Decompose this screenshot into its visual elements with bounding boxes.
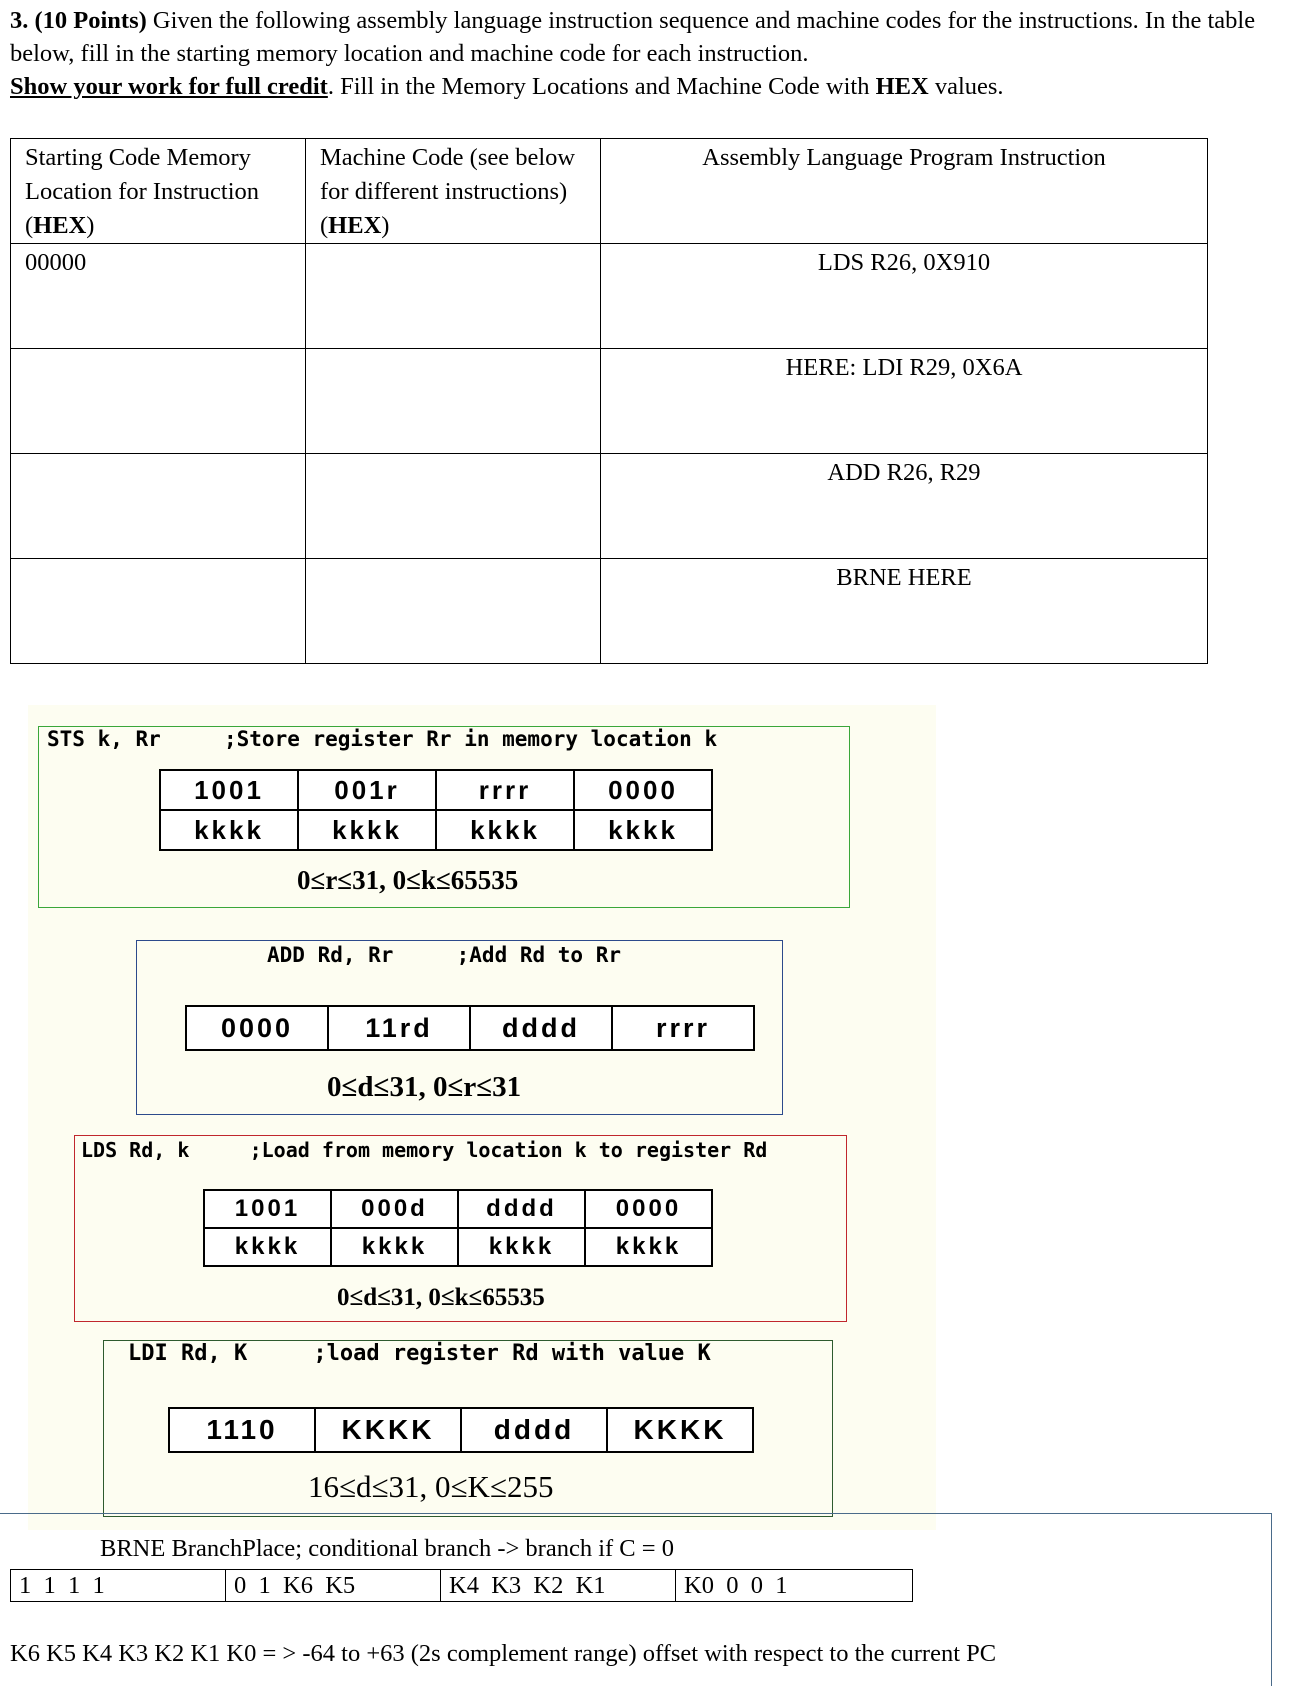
add-bits-cell: dddd bbox=[470, 1006, 612, 1050]
ldi-range: 16≤d≤31, 0≤K≤255 bbox=[308, 1469, 554, 1504]
lds-bits-cell: kkkk bbox=[585, 1228, 712, 1266]
add-title: ADD Rd, Rr ;Add Rd to Rr bbox=[267, 943, 622, 967]
sts-bits-cell: 0000 bbox=[574, 770, 712, 810]
table-row bbox=[11, 559, 1208, 664]
sts-bits-cell: kkkk bbox=[298, 810, 436, 850]
table-row bbox=[11, 349, 1208, 454]
add-range: 0≤d≤31, 0≤r≤31 bbox=[327, 1071, 522, 1103]
instruction-cell: ADD R26, R29 bbox=[601, 454, 1208, 559]
ldi-bits-cell: 1110 bbox=[169, 1408, 315, 1452]
brne-bits-cell: 0 1 K6 K5 bbox=[226, 1570, 441, 1602]
header-machine-code: Machine Code (see below for different instructions) (HEX) bbox=[306, 139, 601, 244]
table-row bbox=[11, 454, 1208, 559]
lds-bits-cell: 000d bbox=[331, 1190, 458, 1228]
show-work-emphasis: Show your work for full credit bbox=[10, 73, 328, 100]
sts-encoding-table bbox=[159, 769, 713, 851]
machine-code-cell[interactable] bbox=[306, 244, 601, 349]
question-instructions: . Fill in the Memory Locations and Machine Code with bbox=[327, 73, 876, 100]
sts-bits-cell: kkkk bbox=[436, 810, 574, 850]
instruction-cell: LDS R26, 0X910 bbox=[601, 244, 1208, 349]
sts-reference-box bbox=[38, 726, 850, 908]
lds-bits-cell: 0000 bbox=[585, 1190, 712, 1228]
ldi-bits-cell: KKKK bbox=[315, 1408, 461, 1452]
hex-emphasis: HEX bbox=[875, 73, 929, 100]
brne-bits-cell: K0 0 0 1 bbox=[676, 1570, 913, 1602]
lds-bits-cell: kkkk bbox=[204, 1228, 331, 1266]
lds-reference-box bbox=[74, 1135, 847, 1322]
table-row bbox=[11, 244, 1208, 349]
add-bits-cell: 11rd bbox=[328, 1006, 470, 1050]
question-intro: Given the following assembly language instruction sequence and machine codes for the instructions. In the table below, fill in the starting memory location and machine code for each instruction. bbox=[10, 7, 1256, 67]
brne-bits-cell: 1 1 1 1 bbox=[11, 1570, 226, 1602]
question-points: (10 Points) bbox=[34, 7, 147, 34]
memory-location-cell[interactable]: 00000 bbox=[11, 244, 306, 349]
memory-location-cell[interactable] bbox=[11, 454, 306, 559]
brne-bits-cell: K4 K3 K2 K1 bbox=[441, 1570, 676, 1602]
instruction-cell: BRNE HERE bbox=[601, 559, 1208, 664]
ldi-bits-cell: dddd bbox=[461, 1408, 607, 1452]
ldi-bits-cell: KKKK bbox=[607, 1408, 753, 1452]
machine-code-cell[interactable] bbox=[306, 349, 601, 454]
ldi-title: LDI Rd, K ;load register Rd with value K bbox=[128, 1341, 711, 1366]
add-encoding-table bbox=[185, 1005, 755, 1051]
answer-table-header bbox=[11, 139, 1208, 244]
sts-bits-cell: kkkk bbox=[574, 810, 712, 850]
sts-bits-cell: 001r bbox=[298, 770, 436, 810]
lds-bits-cell: kkkk bbox=[331, 1228, 458, 1266]
header-assembly-instruction: Assembly Language Program Instruction bbox=[601, 139, 1208, 244]
memory-location-cell[interactable] bbox=[11, 349, 306, 454]
memory-location-cell[interactable] bbox=[11, 559, 306, 664]
question-text bbox=[10, 4, 1292, 103]
lds-range: 0≤d≤31, 0≤k≤65535 bbox=[337, 1284, 545, 1311]
lds-bits-cell: 1001 bbox=[204, 1190, 331, 1228]
sts-title: STS k, Rr ;Store register Rr in memory location k bbox=[47, 727, 718, 751]
question-instructions-end: values. bbox=[928, 73, 1004, 100]
sts-bits-cell: kkkk bbox=[160, 810, 298, 850]
machine-code-cell[interactable] bbox=[306, 559, 601, 664]
question-number: 3. bbox=[10, 7, 29, 34]
sts-bits-cell: 1001 bbox=[160, 770, 298, 810]
add-bits-cell: 0000 bbox=[186, 1006, 328, 1050]
sts-bits-cell: rrrr bbox=[436, 770, 574, 810]
ldi-reference-box bbox=[103, 1340, 833, 1517]
lds-bits-cell: dddd bbox=[458, 1190, 585, 1228]
instruction-cell: HERE: LDI R29, 0X6A bbox=[601, 349, 1208, 454]
add-reference-box bbox=[136, 940, 783, 1115]
add-bits-cell: rrrr bbox=[612, 1006, 754, 1050]
lds-bits-cell: kkkk bbox=[458, 1228, 585, 1266]
brne-offset-note: K6 K5 K4 K3 K2 K1 K0 = > -64 to +63 (2s complement range) offset with respect to the current PC bbox=[10, 1640, 997, 1667]
header-memory-location: Starting Code Memory Location for Instruction (HEX) bbox=[11, 139, 306, 244]
brne-title: BRNE BranchPlace; conditional branch -> branch if C = 0 bbox=[100, 1535, 674, 1562]
answer-table bbox=[10, 138, 1208, 664]
ldi-encoding-table bbox=[168, 1407, 754, 1453]
sts-range: 0≤r≤31, 0≤k≤65535 bbox=[297, 865, 519, 895]
machine-code-cell[interactable] bbox=[306, 454, 601, 559]
lds-title: LDS Rd, k ;Load from memory location k to register Rd bbox=[81, 1138, 768, 1162]
brne-encoding-table bbox=[10, 1569, 913, 1602]
lds-encoding-table bbox=[203, 1189, 713, 1267]
